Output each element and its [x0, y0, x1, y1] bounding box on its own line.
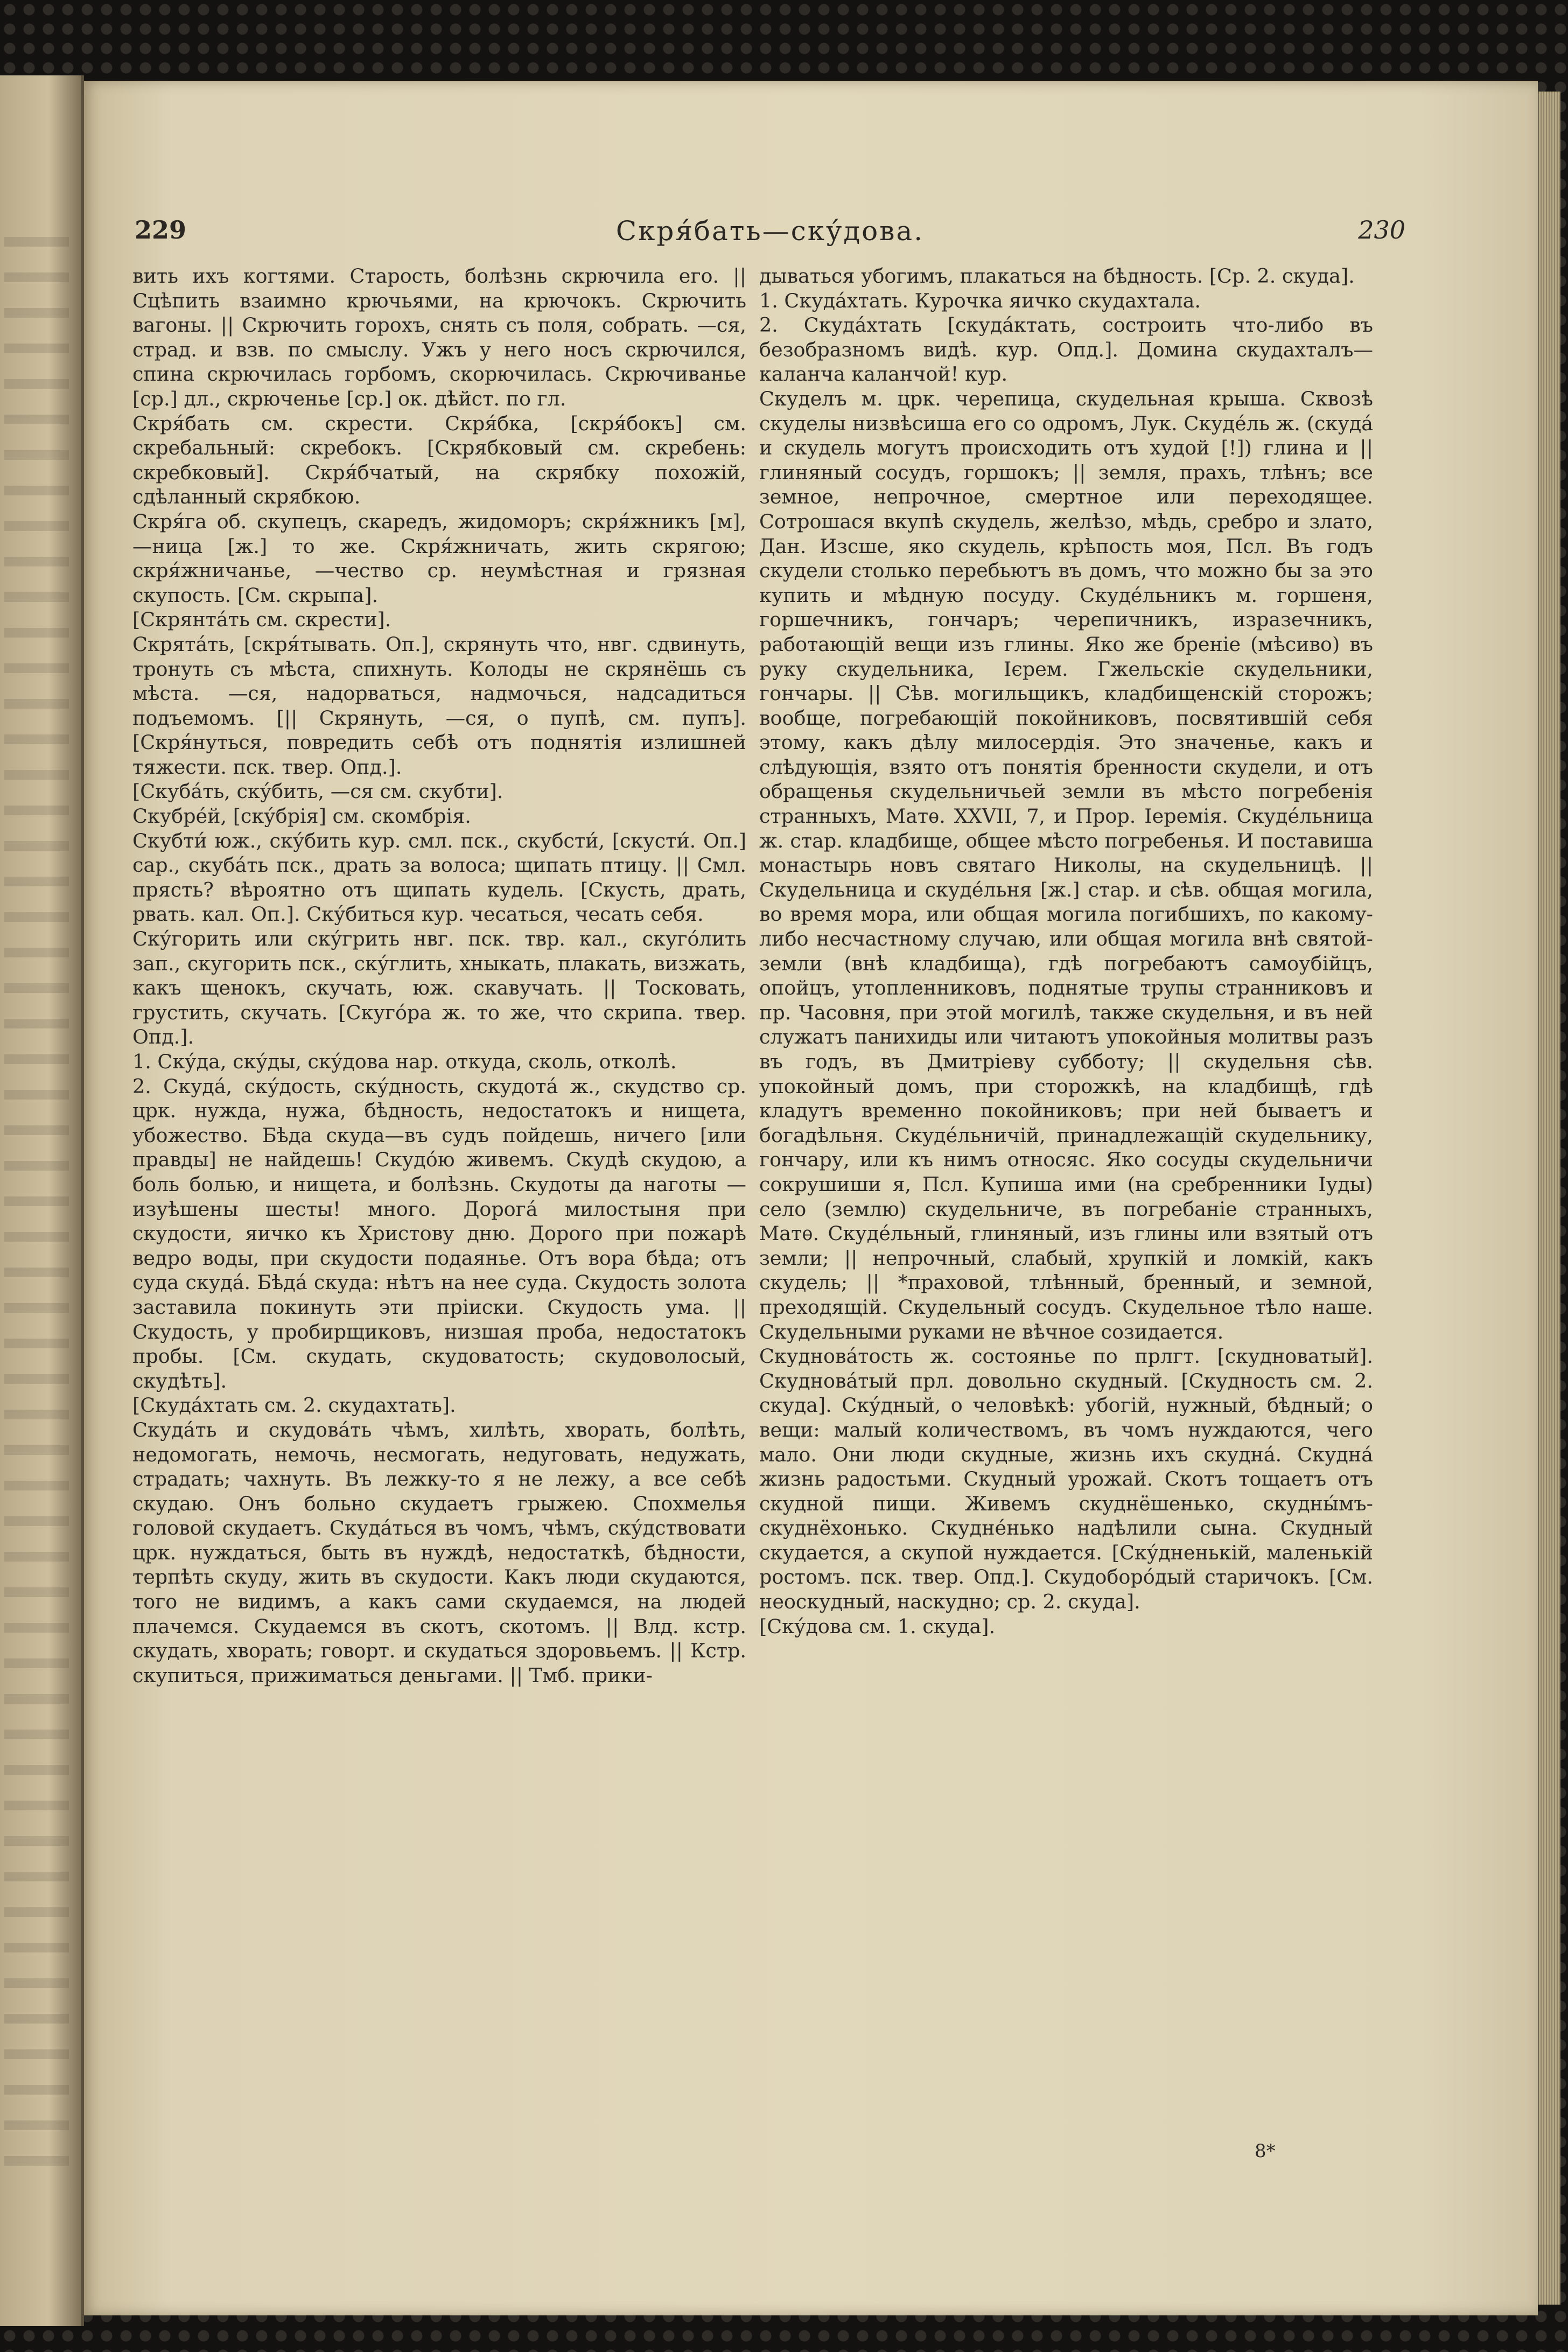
entry: [Скрянта́ть см. скрести].	[132, 608, 391, 632]
bleed-through-text	[4, 237, 69, 2175]
entry: вить ихъ когтями. Старость, болѣзнь скрючила его. || Сцѣпить взаимно крючьями, на крючокъ. Скрючить вагоны. || Скрючить горохъ, снять съ поля, собрать. —ся, страд. и взв. по смыслу. Ужъ у него носъ скрючился, спина скрючилась горбомъ, скорючилась. Скрючиванье [ср.] дл., скрюченье [ср.] ок. дѣйст. по гл.	[132, 264, 746, 410]
entry: Скря́га об. скупецъ, скаредъ, жидоморъ; скря́жникъ [м], —ница [ж.] то же. Скря́жничать, жить скрягою; скря́жничанье, —чество ср. неумѣстная и грязная скупость. [См. скрыпа].	[132, 509, 746, 607]
entry: 2. Скуда́, ску́дость, ску́дность, скудота́ ж., скудство ср. црк. нужда, нужа, бѣдность, недостатокъ и нищета, убожество. Бѣда скуда—въ судъ пойдешь, ничего [или правды] не найдешь! Скудо́ю живемъ. Скудѣ скудою, а боль болью, и нищета, и болѣзнь. Скудоты да наготы — изуѣшены шесты! много. Дорогá милостыня при скудости, яичко къ Христову дню. Дорого при пожарѣ ведро воды, при скудости подаянье. Отъ вора бѣда; отъ суда скудá. Бѣдá скуда: нѣтъ на нее суда. Скудость золота заставила покинуть эти пріиски. Скудость ума. || Скудость, у пробирщиковъ, низшая проба, недостатокъ пробы. [См. скудать, скудоватость; скудоволосый, скудѣть].	[132, 1074, 746, 1392]
page-stack-edge	[1538, 92, 1560, 2305]
column-left	[132, 264, 746, 1688]
entry: Скубре́й, [ску́брія] см. скомбрія.	[132, 804, 471, 828]
entry: Скубти́ юж., ску́бить кур. смл. пск., скубсти́, [скусти́. Оп.] сар., скуба́ть пск., драть за волоса; щипать птицу. || Смл. прясть? вѣроятно отъ щипать кудель. [Скусть, драть, рвать. кал. Оп.]. Ску́биться кур. чесаться, чесать себя.	[132, 829, 746, 926]
entry: Скуделъ м. црк. черепица, скудельная крыша. Сквозѣ скуделы низвѣсиша его со одромъ, Лук. Скуде́ль ж. (скудá и скудель могутъ происходить отъ худой [!]) глина и || глиняный сосудъ, горшокъ; || земля, прахъ, тлѣнъ; все земное, непрочное, смертное или переходящее. Сотрошася вкупѣ скудель, желѣзо, мѣдь, сребро и злато, Дан. Изсше, яко скудель, крѣпость моя, Псл. Въ годъ скудели столько перебьютъ въ домъ, что можно бы за это купить и мѣдную посуду. Скуде́льникъ м. горшеня, горшечникъ, гончаръ; черепичникъ, изразечникъ, работающій вещи изъ глины. Яко же бреніе (мѣсиво) въ руку скудельника, Ієрем. Гжельскіе скудельники, гончары. || Сѣв. могильщикъ, кладбищенскій сторожъ; вообще, погребающій покойниковъ, посвятившій себя этому, какъ дѣлу милосердія. Это значенье, какъ и слѣдующія, взято отъ понятія бренности скудели, и отъ обращенья скудельничьей земли въ мѣсто погребенія странныхъ, Матѳ. XXVII, 7, и Прор. Іеремія. Скуде́льница ж. стар. кладбище, общее мѣсто погребенья. И поставиша монастырь новъ святаго Николы, на скудельницѣ. || Скудельница и скуде́льня [ж.] стар. и сѣв. общая могила, во время мора, или общая могила погибшихъ, по какому-либо несчастному случаю, или общая могила внѣ святой-земли (внѣ кладбища), гдѣ погребаютъ самоубійцъ, опойцъ, утопленниковъ, поднятые трупы странниковъ и пр. Часовня, при этой могилѣ, также скудельня, и въ ней служатъ панихиды или читаютъ упокойныя молитвы разъ въ годъ, въ Дмитріеву субботу; || скудельня сѣв. упокойный домъ, при сторожкѣ, на кладбищѣ, гдѣ кладутъ временно покойниковъ; при ней бываетъ и богадѣльня. Скуде́льничій, принадлежащій скудельнику, гончару, или къ нимъ относяс. Яко сосуды скудельничи сокрушиши я, Псл. Купиша ими (на сребренники Іуды) село (землю) скудельниче, въ погребаніе странныхъ, Матѳ. Скуде́льный, глиняный, изъ глины или взятый отъ земли; || непрочный, слабый, хрупкій и ломкій, какъ скудель; || *праховой, тлѣнный, бренный, и земной, преходящій. Скудельный сосудъ. Скудельное тѣло наше. Скудельными руками не вѣчное созидается.	[759, 387, 1373, 1343]
entry: 1. Скуда́хтать. Курочка яичко скудахтала.	[759, 289, 1201, 312]
page-number-right: 230	[1358, 215, 1405, 244]
entry: 2. Скуда́хтать [скуда́ктать, состроить что-либо въ безобразномъ видѣ. кур. Опд.]. Домина скудахталъ—каланча каланчой! кур.	[759, 313, 1373, 386]
entry: [Ску́дова см. 1. скуда].	[759, 1614, 996, 1638]
page-header	[135, 215, 1405, 258]
entry: [Скуда́хтать см. 2. скудахтать].	[132, 1394, 456, 1417]
page-number-left: 229	[135, 215, 187, 244]
entry: дываться убогимъ, плакаться на бѣдность. [Ср. 2. скуда].	[759, 264, 1355, 288]
left-page-edge	[0, 75, 84, 2326]
signature-mark: 8*	[1255, 2140, 1276, 2162]
column-right	[759, 264, 1373, 1639]
entry: Скуда́ть и скудова́ть чѣмъ, хилѣть, хворать, болѣть, недомогать, немочь, несмогать, недуговать, недужать, страдать; чахнуть. Въ лежку-то я не лежу, а все себѣ скудаю. Онъ больно скудаетъ грыжею. Спохмелья головой скудаетъ. Скуда́ться въ чомъ, чѣмъ, ску́дствовати црк. нуждаться, быть въ нуждѣ, недостаткѣ, бѣдности, терпѣть скуду, жить въ скудости. Какъ люди скудаются, того не видимъ, а какъ сами скудаемся, на людей плачемся. Скудаемся въ скотъ, скотомъ. || Влд. кстр. скудать, хворать; говорт. и скудаться здоровьемъ. || Кстр. скупиться, прижиматься деньгами. || Тмб. прики-	[132, 1418, 746, 1687]
entry: Скрята́ть, [скря́тывать. Оп.], скрянуть что, нвг. сдвинуть, тронуть съ мѣста, спихнуть. Колоды не скрянёшь съ мѣста. —ся, надорваться, надмочься, надсадиться подъемомъ. [|| Скрянуть, —ся, о пупѣ, см. пупъ]. [Скря́нуться, повредить себѣ отъ поднятія излишней тяжести. пск. твер. Опд.].	[132, 632, 746, 779]
entry: Ску́горить или ску́грить нвг. пск. твр. кал., скуго́лить зап., скугорить пск., ску́глить, хныкать, плакать, визжать, какъ щенокъ, скучать, юж. скавучать. || Тосковать, грустить, скучать. [Скуго́ра ж. то же, что скрипа. твер. Опд.].	[132, 927, 746, 1049]
entry: Скуднова́тость ж. состоянье по прлгт. [скудноватый]. Скуднова́тый прл. довольно скудный. [Скудность см. 2. скуда]. Ску́дный, о человѣкѣ: убогій, нужный, бѣдный; о вещи: малый количествомъ, въ чомъ нуждаются, чего мало. Они люди скудные, жизнь ихъ скудна́. Скудна́ жизнь радостьми. Скудный урожай. Скотъ тощаетъ отъ скудной пищи. Живемъ скуднёшенько, скудны́мъ-скуднёхонько. Скудне́нько надѣлили сына. Скудный скудается, а скупой нуждается. [Ску́дненькій, маленькій ростомъ. пск. твер. Опд.]. Скудоборо́дый старичокъ. [См. неоскудный, наскудно; ср. 2. скуда].	[759, 1345, 1373, 1614]
running-title: Скря́бать—ску́дова.	[615, 215, 925, 247]
entry: 1. Ску́да, ску́ды, ску́дова нар. откуда, сколь, отколѣ.	[132, 1050, 677, 1073]
entry: [Скуба́ть, ску́бить, —ся см. скубти].	[132, 780, 503, 803]
entry: Скря́бать см. скрести. Скря́бка, [скря́бокъ] см. скребальный: скребокъ. [Скрябковый см. скребень: скребковый]. Скря́бчатый, на скрябку похожій, сдѣланный скрябкою.	[132, 411, 746, 509]
